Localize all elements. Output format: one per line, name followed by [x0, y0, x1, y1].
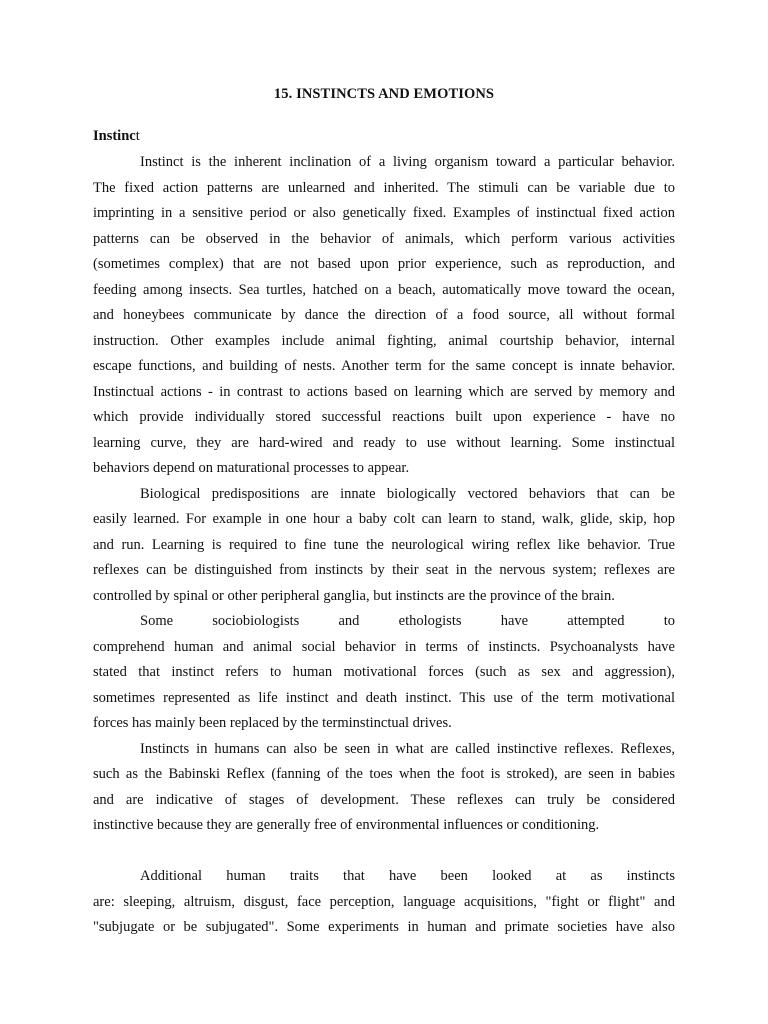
paragraph-line: reflexes can be distinguished from instincts by their seat in the nervous system; reflexes are — [93, 562, 675, 578]
paragraph-line: Instinct is the inherent inclination of a living organism toward a particular behavior. — [140, 154, 675, 170]
paragraph-line: which provide individually stored successful reactions built upon experience - have no — [93, 409, 675, 425]
paragraph-line: are: sleeping, altruism, disgust, face perception, language acquisitions, "fight or flight" and — [93, 894, 675, 910]
paragraph-line: "subjugate or be subjugated". Some experiments in human and primate societies have also — [93, 919, 675, 935]
paragraph-line: escape functions, and building of nests. Another term for the same concept is innate behavior. — [93, 358, 675, 374]
paragraph-line: feeding among insects. Sea turtles, hatched on a beach, automatically move toward the ocean, — [93, 282, 675, 298]
paragraph-line: Instinctual actions - in contrast to actions based on learning which are served by memory and — [93, 384, 675, 400]
paragraph-line: imprinting in a sensitive period or also genetically fixed. Examples of instinctual fixed action — [93, 205, 675, 221]
section-heading-bold: Instinc — [93, 128, 136, 144]
paragraph-line: instinctive because they are generally free of environmental influences or conditioning. — [93, 817, 600, 833]
section-heading-rest: t — [135, 128, 140, 144]
paragraph-line: controlled by spinal or other peripheral ganglia, but instincts are the province of the brain. — [93, 588, 615, 604]
paragraph-line: easily learned. For example in one hour a baby colt can learn to stand, walk, glide, skip, hop — [93, 511, 675, 527]
paragraph-line: forces has mainly been replaced by the terminstinctual drives. — [93, 715, 452, 731]
section-heading — [93, 128, 140, 145]
paragraph-line: stated that instinct refers to human motivational forces (such as sex and aggression), — [93, 664, 675, 680]
paragraph-line: such as the Babinski Reflex (fanning of the toes when the foot is stroked), are seen in babies — [93, 766, 675, 782]
paragraph-line: behaviors depend on maturational processes to appear. — [93, 460, 410, 476]
paragraph-line: and run. Learning is required to fine tune the neurological wiring reflex like behavior. True — [93, 537, 675, 553]
page-title: 15. INSTINCTS AND EMOTIONS — [273, 86, 495, 102]
paragraph-line: learning curve, they are hard-wired and ready to use without learning. Some instinctual — [93, 435, 675, 451]
paragraph-line: Instincts in humans can also be seen in what are called instinctive reflexes. Reflexes, — [140, 741, 675, 757]
paragraph-line: sometimes represented as life instinct and death instinct. This use of the term motivational — [93, 690, 675, 706]
paragraph-line: (sometimes complex) that are not based upon prior experience, such as reproduction, and — [93, 256, 675, 272]
paragraph-line: Some sociobiologists and ethologists have attempted to — [140, 613, 675, 629]
paragraph-line: Additional human traits that have been looked at as instincts — [140, 868, 675, 884]
paragraph-line: comprehend human and animal social behavior in terms of instincts. Psychoanalysts have — [93, 639, 675, 655]
paragraph-line: and are indicative of stages of development. These reflexes can truly be considered — [93, 792, 675, 808]
paragraph-line: The fixed action patterns are unlearned and inherited. The stimuli can be variable due to — [93, 180, 675, 196]
paragraph-line: patterns can be observed in the behavior of animals, which perform various activities — [93, 231, 675, 247]
paragraph-line: instruction. Other examples include animal fighting, animal courtship behavior, internal — [93, 333, 675, 349]
paragraph-line: Biological predispositions are innate biologically vectored behaviors that can be — [140, 486, 675, 502]
paragraph-line: and honeybees communicate by dance the direction of a food source, all without formal — [93, 307, 675, 323]
